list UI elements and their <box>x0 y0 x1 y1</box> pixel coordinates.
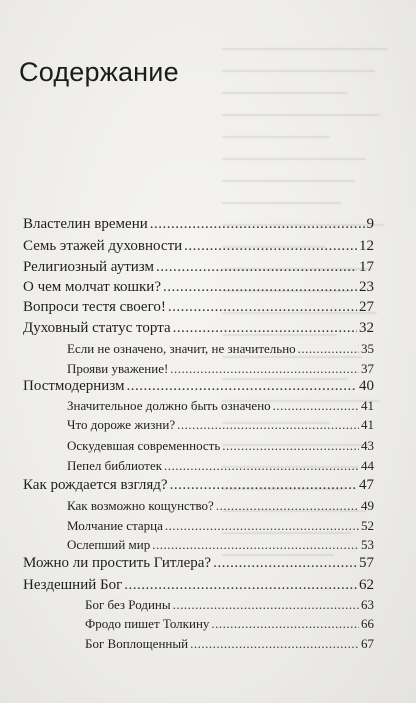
toc-entry-title: Что дороже жизни? <box>67 417 176 432</box>
dot-leader <box>152 535 359 555</box>
toc-entry-title: Фродо пишет Толкину <box>85 616 210 631</box>
toc-entry-title: Властелин времени <box>23 216 148 232</box>
dot-leader <box>177 415 359 435</box>
toc-entry-title: Бог без Родины <box>85 597 171 612</box>
toc-entry-title: Религиозный аутизм <box>23 259 154 275</box>
dot-leader <box>124 575 357 595</box>
toc-entry-page: 23 <box>359 279 374 295</box>
dot-leader <box>127 376 357 396</box>
toc-entry-title: Если не означено, значит, не значительно <box>67 341 296 356</box>
toc-entry <box>85 634 374 654</box>
toc-entry <box>23 475 374 495</box>
dot-leader <box>216 496 359 516</box>
dot-leader <box>184 236 357 256</box>
dot-leader <box>164 456 359 476</box>
toc-entry-title: Бог Воплощенный <box>85 636 189 651</box>
toc-entry <box>85 595 374 615</box>
toc-entry-title: Нездешний Бог <box>23 577 123 593</box>
toc-entry-page: 12 <box>359 238 374 254</box>
toc-entry-page: 32 <box>359 320 374 336</box>
toc-entry-page: 27 <box>359 299 374 315</box>
toc-entry-page: 47 <box>359 477 374 493</box>
toc-entry <box>23 376 374 396</box>
toc-entry <box>23 277 374 297</box>
toc-entry-page: 53 <box>361 537 374 552</box>
toc-entry-page: 35 <box>361 341 374 356</box>
page-title: Содержание <box>19 57 179 87</box>
dot-leader <box>213 553 357 573</box>
toc-entry <box>67 456 374 476</box>
toc-entry-title: Как возможно кощунство? <box>67 498 214 513</box>
toc-entry <box>23 236 374 256</box>
toc-entry-page: 62 <box>359 577 374 593</box>
toc-entry-title: Пепел библиотек <box>67 458 163 473</box>
toc-entry <box>23 297 374 317</box>
toc-entry-page: 57 <box>359 555 374 571</box>
dot-leader <box>156 257 357 277</box>
toc-entry-page: 66 <box>361 616 374 631</box>
toc-entry <box>23 575 374 595</box>
toc-entry-page: 40 <box>359 378 374 394</box>
toc-entry-title: Вопроси тестя своего! <box>23 299 166 315</box>
dot-leader <box>190 634 359 654</box>
dot-leader <box>173 318 357 338</box>
toc-entry-title: Семь этажей духовности <box>23 238 183 254</box>
toc-entry <box>67 396 374 416</box>
toc-entry-page: 63 <box>361 597 374 612</box>
toc-entry-title: Духовный статус торта <box>23 320 171 336</box>
toc-entry-page: 17 <box>359 259 374 275</box>
toc-entry <box>23 553 374 573</box>
dot-leader <box>150 214 365 234</box>
toc-entry <box>67 415 374 435</box>
dot-leader <box>222 436 359 456</box>
toc-entry <box>85 614 374 634</box>
dot-leader <box>173 595 359 615</box>
toc-entry <box>67 496 374 516</box>
toc-entry-page: 44 <box>361 458 374 473</box>
toc-entry-page: 67 <box>361 636 374 651</box>
dot-leader <box>211 614 359 634</box>
toc-entry <box>23 318 374 338</box>
toc-entry-page: 49 <box>361 498 374 513</box>
toc-entry-page: 43 <box>361 438 374 453</box>
toc-entry-title: Прояви уважение! <box>67 361 169 376</box>
toc-entry <box>67 339 374 359</box>
toc-entry <box>67 516 374 536</box>
toc-entry-page: 9 <box>366 216 374 232</box>
toc-entry <box>67 535 374 555</box>
toc-entry <box>23 214 374 234</box>
toc-entry-page: 37 <box>361 361 374 376</box>
toc-entry <box>67 436 374 456</box>
toc-entry-page: 52 <box>361 518 374 533</box>
toc-entry-title: Значительное должно быть означено <box>67 398 271 413</box>
dot-leader <box>163 277 357 297</box>
toc-entry-title: Молчание старца <box>67 518 163 533</box>
toc-entry-title: Ослепший мир <box>67 537 151 552</box>
toc-entry-title: О чем молчат кошки? <box>23 279 161 295</box>
dot-leader <box>165 516 359 536</box>
toc-entry-page: 41 <box>361 398 374 413</box>
dot-leader <box>298 339 359 359</box>
toc-entry-page: 41 <box>361 417 374 432</box>
toc-entry-title: Постмодернизм <box>23 378 125 394</box>
toc-entry <box>23 257 374 277</box>
dot-leader <box>273 396 359 416</box>
dot-leader <box>170 475 357 495</box>
toc-entry-title: Можно ли простить Гитлера? <box>23 555 212 571</box>
dot-leader <box>168 297 357 317</box>
toc-entry-title: Оскудевшая современность <box>67 438 221 453</box>
toc-entry-title: Как рождается взгляд? <box>23 477 168 493</box>
